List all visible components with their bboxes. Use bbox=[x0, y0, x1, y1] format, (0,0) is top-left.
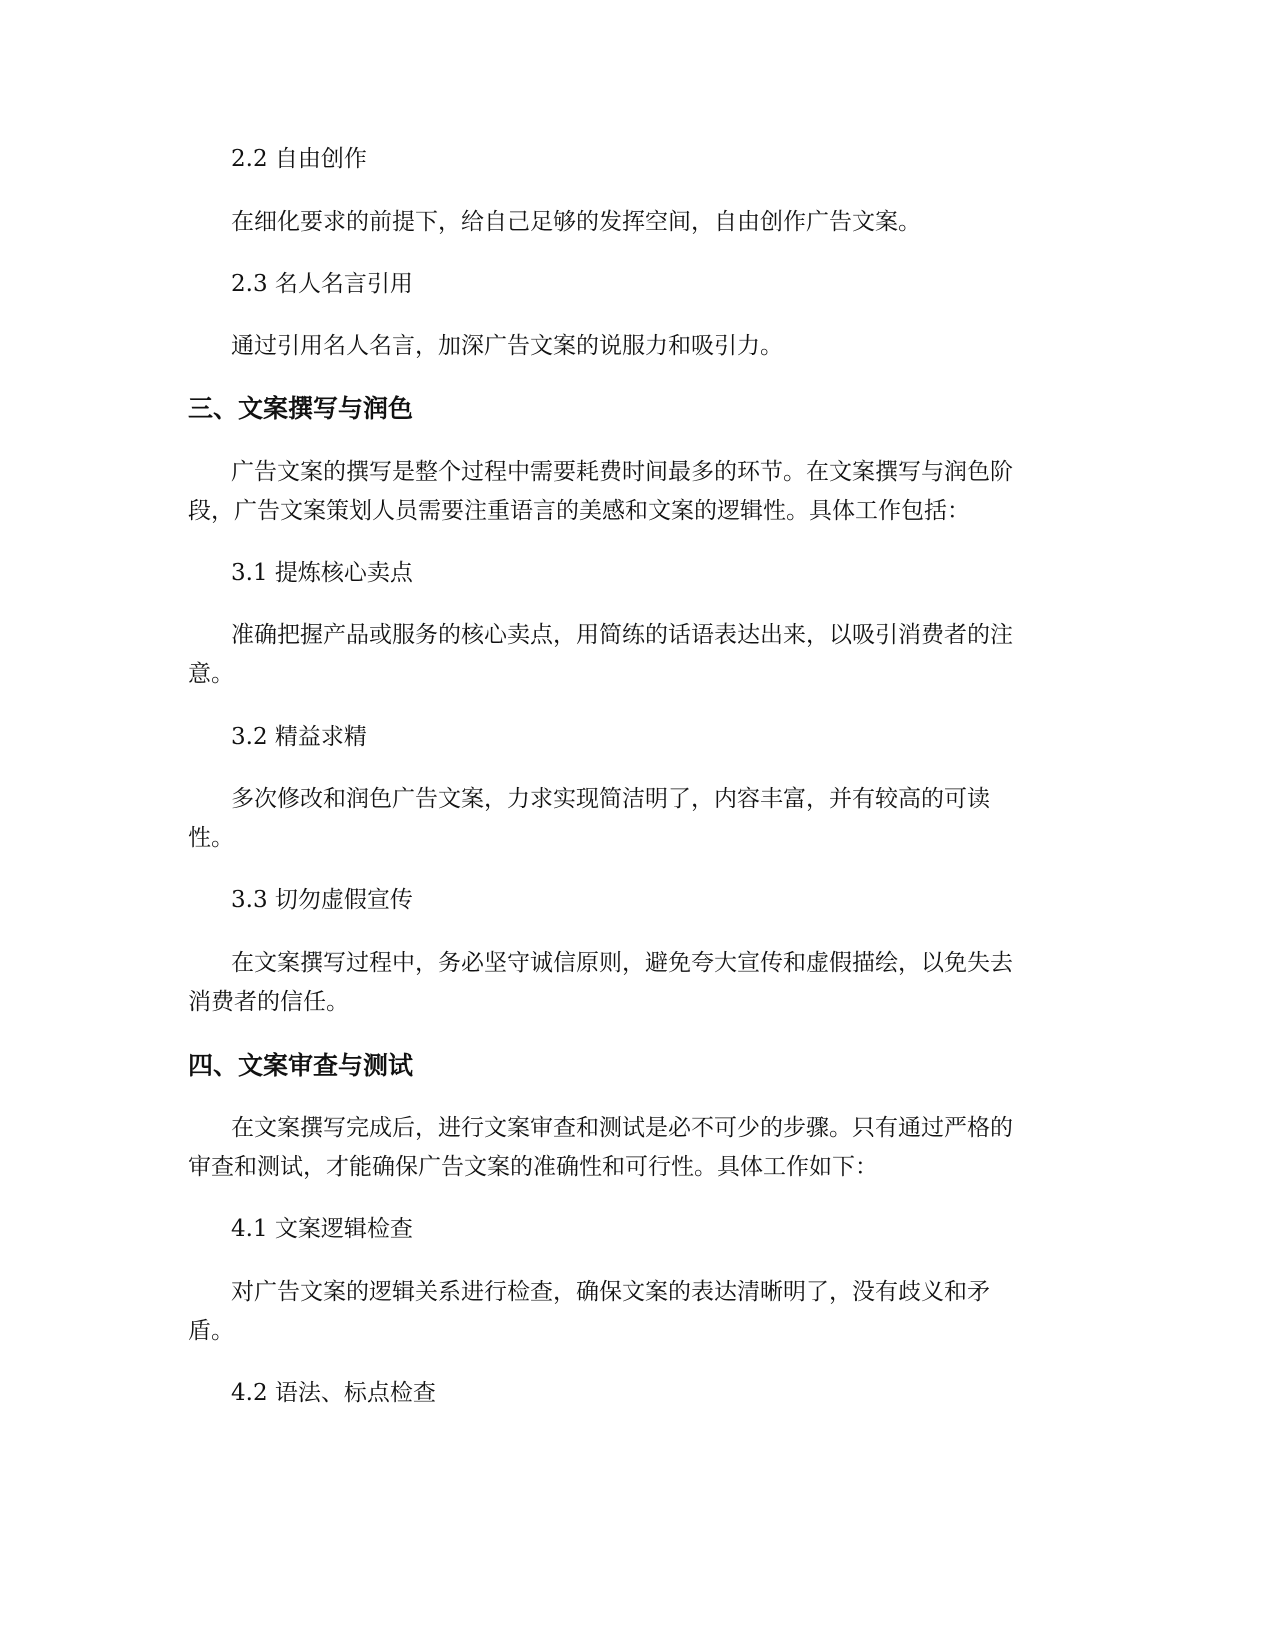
paragraph-3-1-line-1: 准确把握产品或服务的核心卖点，用简练的话语表达出来，以吸引消费者的注 bbox=[231, 622, 1013, 648]
heading-section-4: 四、文案审查与测试 bbox=[188, 1051, 414, 1080]
heading-section-3: 三、文案撰写与润色 bbox=[188, 394, 414, 423]
paragraph-section-3-line-1: 广告文案的撰写是整个过程中需要耗费时间最多的环节。在文案撰写与润色阶 bbox=[231, 459, 1013, 485]
paragraph-2-2: 在细化要求的前提下，给自己足够的发挥空间，自由创作广告文案。 bbox=[231, 209, 921, 235]
subheading-3-3: 3.3 切勿虚假宣传 bbox=[231, 887, 413, 913]
paragraph-3-2-line-2: 性。 bbox=[188, 825, 234, 851]
paragraph-section-3-line-2: 段，广告文案策划人员需要注重语言的美感和文案的逻辑性。具体工作包括： bbox=[188, 498, 970, 524]
paragraph-4-1-line-2: 盾。 bbox=[188, 1318, 234, 1344]
paragraph-section-4-line-1: 在文案撰写完成后，进行文案审查和测试是必不可少的步骤。只有通过严格的 bbox=[231, 1115, 1013, 1141]
paragraph-section-4-line-2: 审查和测试，才能确保广告文案的准确性和可行性。具体工作如下： bbox=[188, 1154, 878, 1180]
subheading-3-2: 3.2 精益求精 bbox=[231, 724, 367, 750]
paragraph-3-3-line-1: 在文案撰写过程中，务必坚守诚信原则，避免夸大宣传和虚假描绘，以免失去 bbox=[231, 950, 1013, 976]
subheading-2-3: 2.3 名人名言引用 bbox=[231, 271, 413, 297]
paragraph-3-3-line-2: 消费者的信任。 bbox=[188, 989, 349, 1015]
subheading-3-1: 3.1 提炼核心卖点 bbox=[231, 560, 413, 586]
subheading-4-2: 4.2 语法、标点检查 bbox=[231, 1380, 436, 1406]
paragraph-2-3: 通过引用名人名言，加深广告文案的说服力和吸引力。 bbox=[231, 333, 783, 359]
paragraph-3-2-line-1: 多次修改和润色广告文案，力求实现简洁明了，内容丰富，并有较高的可读 bbox=[231, 786, 990, 812]
paragraph-3-1-line-2: 意。 bbox=[188, 661, 234, 687]
subheading-2-2: 2.2 自由创作 bbox=[231, 146, 367, 172]
paragraph-4-1-line-1: 对广告文案的逻辑关系进行检查，确保文案的表达清晰明了，没有歧义和矛 bbox=[231, 1279, 990, 1305]
subheading-4-1: 4.1 文案逻辑检查 bbox=[231, 1216, 413, 1242]
